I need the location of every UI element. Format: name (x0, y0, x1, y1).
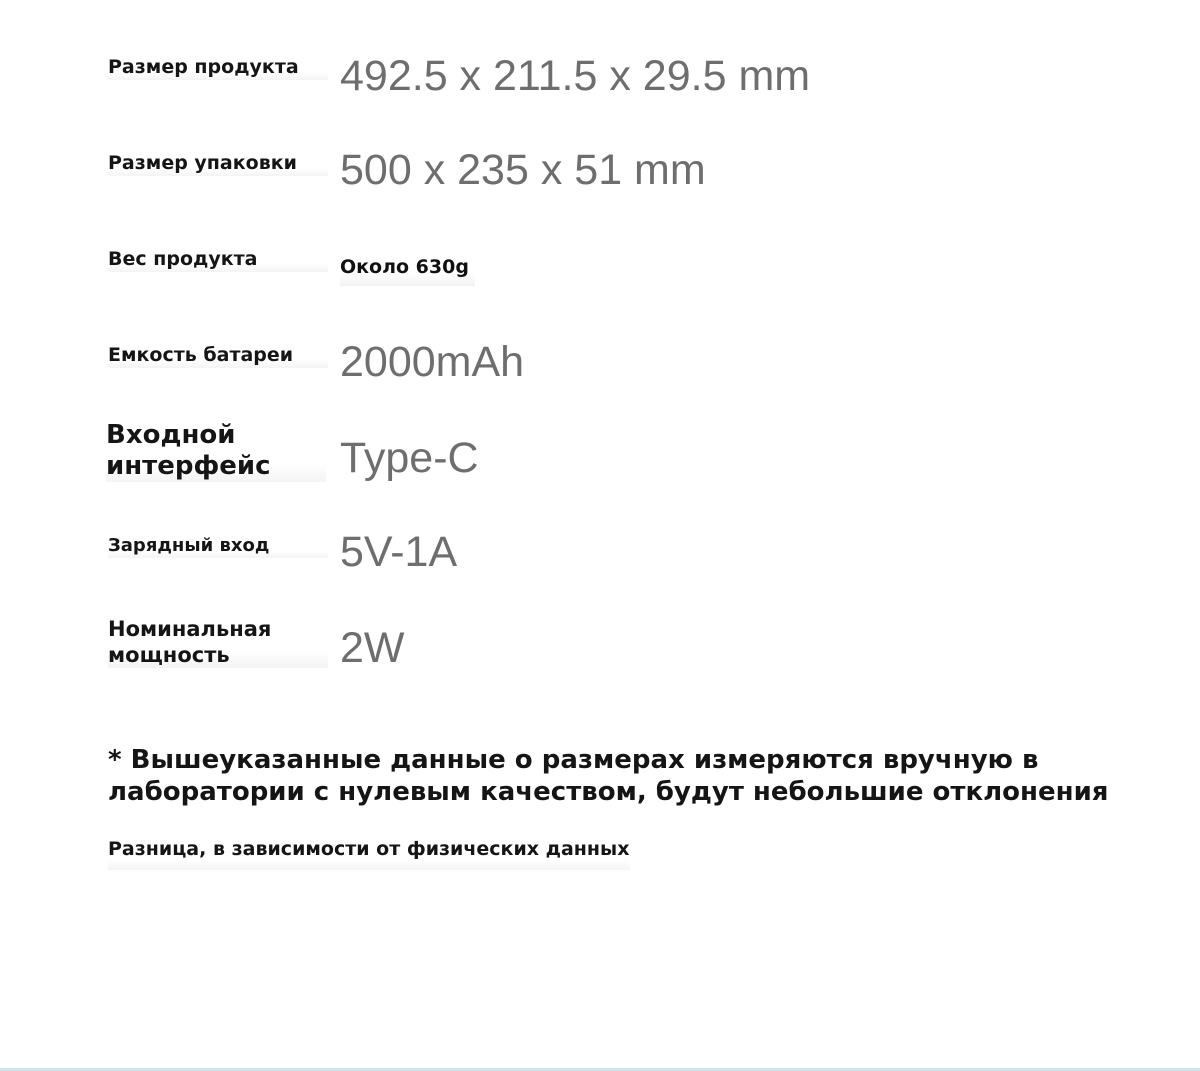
spec-label (106, 420, 326, 482)
spec-label: Размер упаковки (108, 150, 328, 176)
spec-value: 2000mAh (340, 338, 525, 386)
disclaimer (108, 744, 1108, 808)
spec-label-line: Номинальная (108, 617, 272, 641)
spec-label: Вес продукта (108, 246, 328, 272)
spec-value: 500 x 235 x 51 mm (340, 146, 706, 194)
disclaimer-line: лаборатории с нулевым качеством, будут небольшие отклонения (108, 777, 1109, 807)
spec-label-line: интерфейс (106, 451, 271, 481)
spec-value: 492.5 x 211.5 x 29.5 mm (340, 52, 811, 100)
spec-value: 5V-1A (340, 528, 458, 576)
spec-value: Type-C (340, 434, 479, 482)
spec-label (108, 616, 328, 668)
spec-value: 2W (340, 624, 405, 672)
footnote: Разница, в зависимости от физических данных (108, 836, 630, 870)
disclaimer-line: * Вышеуказанные данные о размерах измеряются вручную в (108, 745, 1039, 775)
spec-label-line: Входной (106, 420, 236, 450)
spec-label: Зарядный вход (108, 534, 328, 558)
spec-value: Около 630g (340, 252, 475, 286)
spec-label-line: мощность (108, 643, 230, 667)
spec-label: Емкость батареи (108, 342, 328, 368)
spec-label: Размер продукта (108, 54, 328, 80)
